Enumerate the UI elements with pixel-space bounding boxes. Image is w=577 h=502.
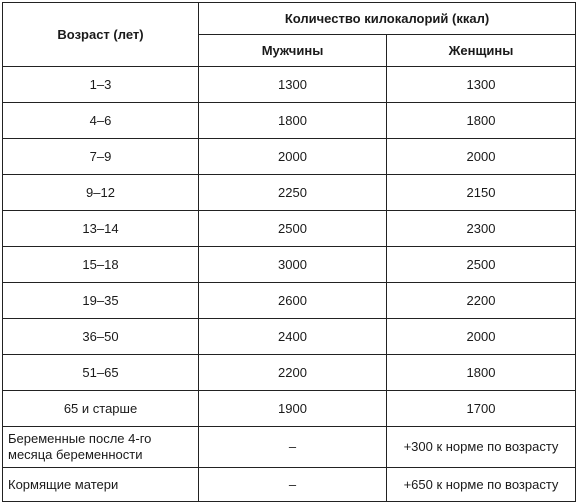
women-column-header: Женщины [387,35,576,67]
women-cell: 2000 [387,319,576,355]
calorie-table-container [2,2,575,492]
age-cell: Кормящие матери [3,468,199,502]
men-cell: 1800 [199,103,387,139]
table-row [3,247,576,283]
age-column-header: Возраст (лет) [3,3,199,67]
men-cell: 3000 [199,247,387,283]
women-cell: 1300 [387,67,576,103]
age-cell: 36–50 [3,319,199,355]
men-cell: 2600 [199,283,387,319]
men-cell: – [199,468,387,502]
men-cell: 2200 [199,355,387,391]
women-cell: 1800 [387,355,576,391]
age-cell: 19–35 [3,283,199,319]
women-cell: 2150 [387,175,576,211]
men-cell: 2500 [199,211,387,247]
header-row [3,3,576,35]
women-cell: 1800 [387,103,576,139]
age-cell: 9–12 [3,175,199,211]
age-cell: 4–6 [3,103,199,139]
women-cell: 2500 [387,247,576,283]
kcal-column-header: Количество килокалорий (ккал) [199,3,576,35]
table-row [3,391,576,427]
women-cell: 2300 [387,211,576,247]
table-row [3,103,576,139]
women-cell: +650 к норме по возрасту [387,468,576,502]
men-cell: 2000 [199,139,387,175]
age-cell: Беременные после 4-го месяца беременности [3,427,199,468]
table-row [3,139,576,175]
age-cell: 7–9 [3,139,199,175]
table-row [3,175,576,211]
age-cell: 51–65 [3,355,199,391]
age-cell: 13–14 [3,211,199,247]
table-row [3,67,576,103]
men-cell: 2400 [199,319,387,355]
calorie-table [2,2,576,502]
men-cell: 1300 [199,67,387,103]
age-cell: 15–18 [3,247,199,283]
men-cell: 2250 [199,175,387,211]
table-row [3,319,576,355]
women-cell: 1700 [387,391,576,427]
age-cell: 65 и старше [3,391,199,427]
table-row [3,211,576,247]
age-cell: 1–3 [3,67,199,103]
women-cell: +300 к норме по возрасту [387,427,576,468]
men-column-header: Мужчины [199,35,387,67]
men-cell: – [199,427,387,468]
men-cell: 1900 [199,391,387,427]
table-row [3,427,576,468]
table-row [3,355,576,391]
table-row [3,468,576,502]
women-cell: 2000 [387,139,576,175]
women-cell: 2200 [387,283,576,319]
table-row [3,283,576,319]
